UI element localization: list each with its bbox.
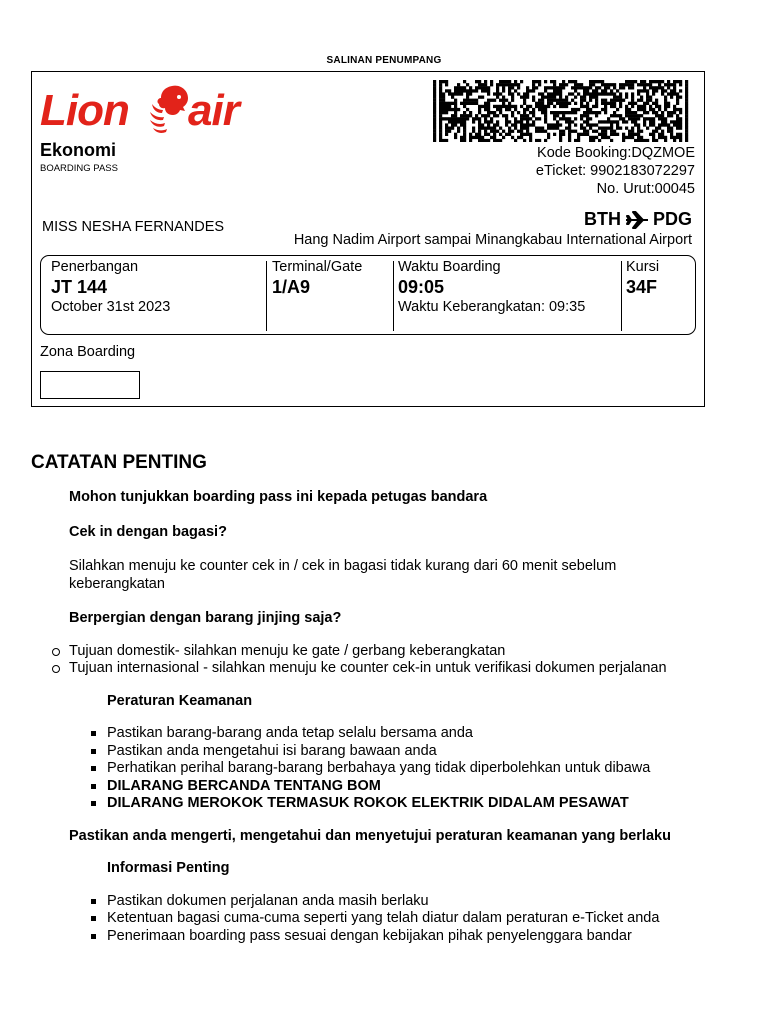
gate-value: 1/A9 — [272, 277, 311, 297]
zone-label: Zona Boarding — [40, 344, 136, 360]
info-heading: Informasi Penting — [107, 860, 230, 876]
column-divider — [621, 261, 622, 331]
security-list — [31, 725, 749, 813]
list-item: Pastikan dokumen perjalanan anda masih berlaku — [31, 893, 749, 911]
airport-names: Hang Nadim Airport sampai Minangkabau International Airport — [293, 232, 692, 248]
sequence-number: No. Urut:00045 — [596, 181, 695, 197]
airplane-icon — [625, 210, 649, 230]
checkin-text: Silahkan menuju ke counter cek in / cek in bagasi tidak kurang dari 60 menit sebelum keberangkatan — [69, 558, 617, 592]
boarding-time: 09:05 — [398, 277, 445, 297]
list-item: Ketentuan bagasi cuma-cuma seperti yang telah diatur dalam peraturan e-Ticket anda — [31, 910, 749, 928]
list-item: Perhatikan perihal barang-barang berbahaya yang tidak diperbolehkan untuk dibawa — [31, 760, 749, 778]
logo-air-text: air — [188, 86, 239, 135]
column-divider — [266, 261, 267, 331]
list-item: Tujuan internasional - silahkan menuju ke counter cek-in untuk verifikasi dokumen perjalanan — [31, 660, 749, 678]
destination-code: PDG — [652, 209, 692, 229]
logo-lion-text: Lion — [40, 86, 129, 135]
agree-note: Pastikan anda mengerti, mengetahui dan menyetujui peraturan keamanan yang berlaku — [69, 827, 671, 844]
booking-code: Kode Booking:DQZMOE — [537, 145, 695, 161]
lion-air-logo — [40, 80, 260, 140]
checkin-heading: Cek in dengan bagasi? — [69, 523, 227, 540]
security-heading: Peraturan Keamanan — [107, 692, 253, 709]
list-item: Tujuan domestik- silahkan menuju ke gate / gerbang keberangkatan — [31, 643, 749, 661]
boarding-pass-card — [31, 71, 705, 407]
list-item: DILARANG BERCANDA TENTANG BOM — [31, 778, 749, 796]
list-item: DILARANG MEROKOK TERMASUK ROKOK ELEKTRIK DIDALAM PESAWAT — [31, 795, 749, 813]
column-divider — [393, 261, 394, 331]
seat-label: Kursi — [626, 259, 660, 275]
route — [584, 209, 692, 230]
list-item: Penerimaan boarding pass sesuai dengan kebijakan pihak penyelenggara bandar — [31, 928, 749, 946]
seat-value: 34F — [626, 277, 658, 297]
important-notes — [69, 489, 749, 945]
gate-label: Terminal/Gate — [272, 259, 363, 275]
boarding-pass-label: BOARDING PASS — [40, 163, 118, 174]
boarding-label: Waktu Boarding — [398, 259, 501, 275]
notes-title: CATATAN PENTING — [31, 452, 207, 473]
list-item: Pastikan anda mengetahui isi barang bawaan anda — [31, 743, 749, 761]
barcode-2d — [433, 80, 691, 142]
flight-label: Penerbangan — [51, 259, 139, 275]
flight-number: JT 144 — [51, 277, 108, 297]
booking-details — [536, 144, 695, 198]
origin-code: BTH — [583, 209, 621, 229]
departure-time: Waktu Keberangkatan: 09:35 — [398, 299, 586, 315]
show-pass-note: Mohon tunjukkan boarding pass ini kepada petugas bandara — [69, 489, 488, 505]
passenger-copy-label: SALINAN PENUMPANG — [326, 55, 442, 66]
eticket-number: eTicket: 9902183072297 — [535, 163, 695, 179]
zone-value-box — [40, 371, 140, 399]
flight-info-box — [40, 255, 696, 335]
carryon-heading: Berpergian dengan barang jinjing saja? — [69, 610, 342, 626]
info-list — [31, 893, 749, 946]
lion-emblem-icon — [146, 82, 194, 138]
passenger-name: MISS NESHA FERNANDES — [42, 219, 225, 235]
cabin-class: Ekonomi — [40, 140, 117, 160]
carryon-list — [31, 643, 749, 678]
flight-date: October 31st 2023 — [51, 299, 171, 315]
list-item: Pastikan barang-barang anda tetap selalu bersama anda — [31, 725, 749, 743]
